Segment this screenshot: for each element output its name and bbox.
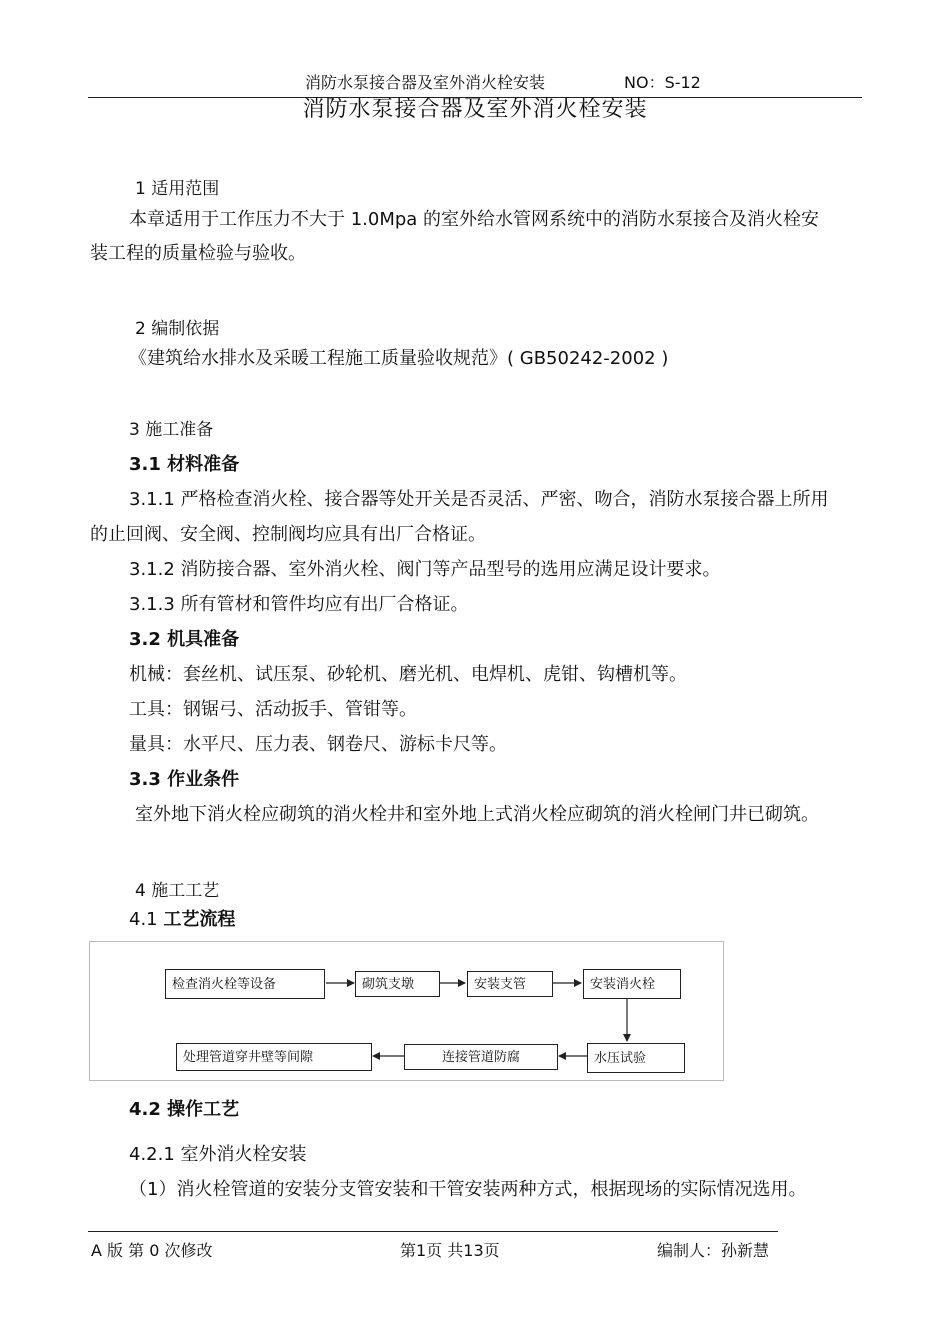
flow-step-build-pier: 砌筑支墩: [355, 971, 440, 997]
section-1-text-line2: 装工程的质量检验与验收。: [90, 243, 306, 264]
process-flowchart: [89, 941, 724, 1081]
section-1-heading: 1 适用范围: [135, 179, 220, 199]
footer-author: 编制人：孙新慧: [657, 1241, 770, 1260]
flow-step-install-hydrant: 安装消火栓: [583, 969, 681, 999]
section-3-1-1-line1: 3.1.1 严格检查消火栓、接合器等处开关是否灵活、严密、吻合，消防水泵接合器上所用: [129, 489, 829, 510]
section-4-2-heading: 4.2 操作工艺: [129, 1099, 240, 1120]
section-3-1-2: 3.1.2 消防接合器、室外消火栓、阀门等产品型号的选用应满足设计要求。: [129, 559, 721, 580]
tools-list: 工具：钢锯弓、活动扳手、管钳等。: [129, 699, 417, 720]
flow-step-inspect: 检查消火栓等设备: [165, 969, 325, 999]
section-4-1-title: 工艺流程: [163, 909, 236, 930]
flow-step-anticorrosion: 连接管道防腐: [404, 1044, 558, 1070]
footer-edition: A 版 第 0 次修改: [91, 1241, 213, 1260]
section-3-1-heading: 3.1 材料准备: [129, 454, 240, 475]
section-4-heading: 4 施工工艺: [135, 881, 220, 901]
section-3-1-1-line2: 的止回阀、安全阀、控制阀均应具有出厂合格证。: [90, 524, 486, 545]
section-3-2-heading: 3.2 机具准备: [129, 629, 240, 650]
flow-step-pressure-test: 水压试验: [587, 1043, 685, 1073]
section-3-heading: 3 施工准备: [129, 420, 214, 440]
section-1-text-line1: 本章适用于工作压力不大于 1.0Mpa 的室外给水管网系统中的消防水泵接合及消火栓安: [129, 209, 820, 230]
machines-list: 机械：套丝机、试压泵、砂轮机、磨光机、电焊机、虎钳、钩槽机等。: [129, 664, 687, 685]
section-2-heading: 2 编制依据: [135, 319, 220, 339]
section-4-2-1-item-1: （1）消火栓管道的安装分支管安装和干管安装两种方式，根据现场的实际情况选用。: [129, 1179, 807, 1200]
footer-rule: [88, 1231, 778, 1232]
header-doc-title: 消防水泵接合器及室外消火栓安装: [305, 73, 546, 92]
footer-page-number: 第1页 共13页: [400, 1241, 500, 1260]
section-3-3-text: 室外地下消火栓应砌筑的消火栓井和室外地上式消火栓应砌筑的消火栓闸门井已砌筑。: [135, 804, 819, 825]
section-4-1-number: 4.1: [129, 909, 164, 930]
section-3-3-heading: 3.3 作业条件: [129, 769, 240, 790]
header-doc-number: NO：S-12: [624, 73, 701, 92]
page-title: 消防水泵接合器及室外消火栓安装: [302, 97, 648, 122]
gauges-list: 量具：水平尺、压力表、钢卷尺、游标卡尺等。: [129, 734, 507, 755]
flow-step-handle-gaps: 处理管道穿井壁等间隙: [176, 1043, 372, 1071]
section-4-2-1-heading: 4.2.1 室外消火栓安装: [129, 1144, 307, 1165]
section-2-text: 《建筑给水排水及采暖工程施工质量验收规范》( GB50242-2002 ): [129, 348, 669, 369]
section-4-1-heading: [129, 905, 235, 931]
section-3-1-3: 3.1.3 所有管材和管件均应有出厂合格证。: [129, 594, 469, 615]
flow-step-install-branch: 安装支管: [467, 971, 553, 997]
